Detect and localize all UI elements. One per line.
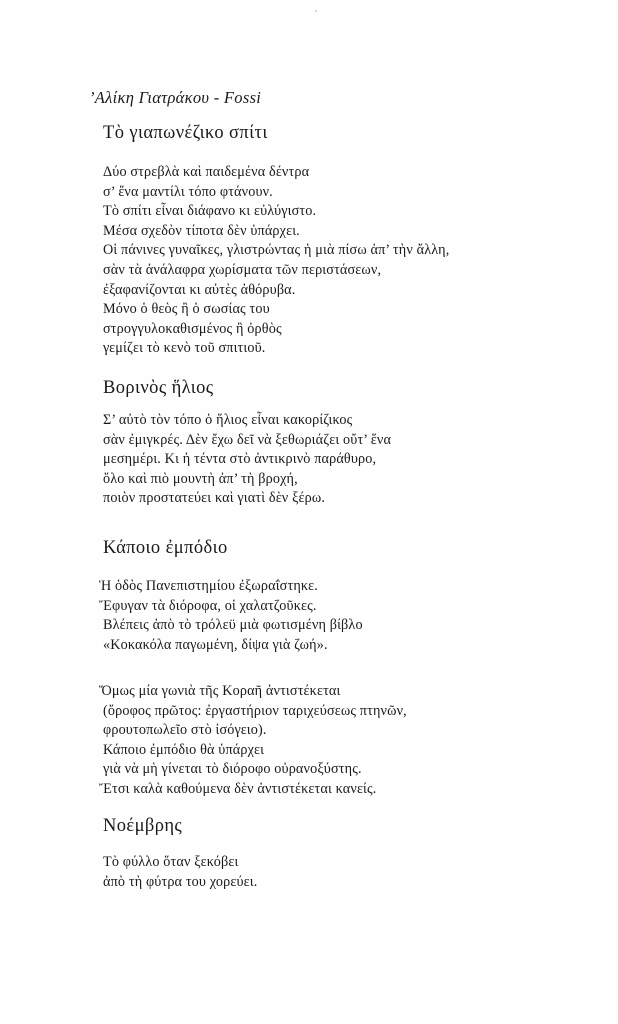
verse-line: Κάποιο ἐμπόδιο θὰ ὑπάρχει: [103, 741, 265, 758]
verse-line: (ὄροφος πρῶτος: ἐργαστήριον ταριχεύσεως πτηνῶν,: [103, 702, 407, 719]
verse-line: Τὸ φύλλο ὅταν ξεκόβει: [103, 854, 239, 870]
verse-line: γιὰ νὰ μὴ γίνεται τὸ διόροφο οὐρανοξύστης.: [103, 761, 362, 778]
poem-title-northern-sun: Βορινὸς ἥλιος: [103, 378, 214, 398]
verse-line: ἐξαφανίζονται κι αὐτὲς ἀθόρυβα.: [103, 281, 296, 298]
verse-line: ἀπὸ τὴ φύτρα του χορεύει.: [103, 873, 258, 890]
verse-line: σὰν ἐμιγκρές. Δὲν ἔχω δεῖ νὰ ξεθωριάζει οὔτ’ ἕνα: [103, 431, 392, 448]
verse-line: μεσημέρι. Κι ἡ τέντα στὸ ἀντικρινὸ παράθυρο,: [103, 451, 377, 468]
poem-some-obstacle-stanza-2: [99, 682, 407, 800]
verse-line: Ἔφυγαν τὰ διόροφα, οἱ χαλατζοῦκες.: [99, 597, 317, 614]
poem-title-japanese-house: Τὸ γιαπωνέζικο σπίτι: [103, 123, 268, 143]
verse-line: Σ’ αὐτὸ τὸν τόπο ὁ ἥλιος εἶναι κακορίζικος: [103, 412, 353, 428]
verse-line: Ἔτσι καλὰ καθούμενα δὲν ἀντιστέκεται κανείς.: [99, 780, 377, 797]
verse-line: Τὸ σπίτι εἶναι διάφανο κι εὐλύγιστο.: [103, 203, 317, 220]
verse-line: Ὅμως μία γωνιὰ τῆς Κοραῆ ἀντιστέκεται: [99, 683, 341, 699]
verse-line: σὰν τὰ ἀνάλαφρα χωρίσματα τῶν περιστάσεων,: [103, 261, 382, 278]
author-name: ’Αλίκη Γιατράκου - Fossi: [89, 88, 262, 107]
scan-mark: [315, 10, 317, 12]
poem-title-november: Νοέμβρης: [103, 816, 183, 836]
verse-line: σ’ ἕνα μαντίλι τόπο φτάνουν.: [103, 183, 273, 200]
poem-november-stanza: [103, 853, 257, 892]
verse-line: Οἱ πάνινες γυναῖκες, γλιστρώντας ἡ μιὰ πίσω ἀπ’ τὴν ἄλλη,: [103, 242, 450, 259]
poem-title-some-obstacle: Κάποιο ἐμπόδιο: [103, 538, 228, 558]
verse-line: στρογγυλοκαθισμένος ἢ ὀρθὸς: [103, 320, 282, 337]
verse-line: Ἡ ὁδὸς Πανεπιστημίου ἐξωραΐστηκε.: [99, 578, 318, 594]
verse-line: Μόνο ὁ θεὸς ἢ ὁ σωσίας του: [103, 301, 270, 318]
verse-line: «Κοκακόλα παγωμένη, δίψα γιὰ ζωή».: [103, 636, 328, 653]
verse-line: Μέσα σχεδὸν τίποτα δὲν ὑπάρχει.: [103, 222, 300, 239]
poem-some-obstacle-stanza-1: [99, 577, 363, 655]
verse-line: Βλέπεις ἀπὸ τὸ τρόλεϋ μιὰ φωτισμένη βίβλο: [103, 617, 363, 634]
verse-line: ὅλο καὶ πιὸ μουντὴ ἀπ’ τὴ βροχή,: [103, 470, 298, 487]
verse-line: γεμίζει τὸ κενὸ τοῦ σπιτιοῦ.: [103, 340, 266, 357]
verse-line: ποιὸν προστατεύει καὶ γιατὶ δὲν ξέρω.: [103, 490, 326, 507]
verse-line: Δύο στρεβλὰ καὶ παιδεμένα δέντρα: [103, 164, 310, 180]
verse-line: φρουτοπωλεῖο στὸ ἰσόγειο).: [103, 722, 267, 739]
poem-japanese-house-stanza: [103, 163, 449, 359]
poem-northern-sun-stanza: [103, 411, 391, 509]
